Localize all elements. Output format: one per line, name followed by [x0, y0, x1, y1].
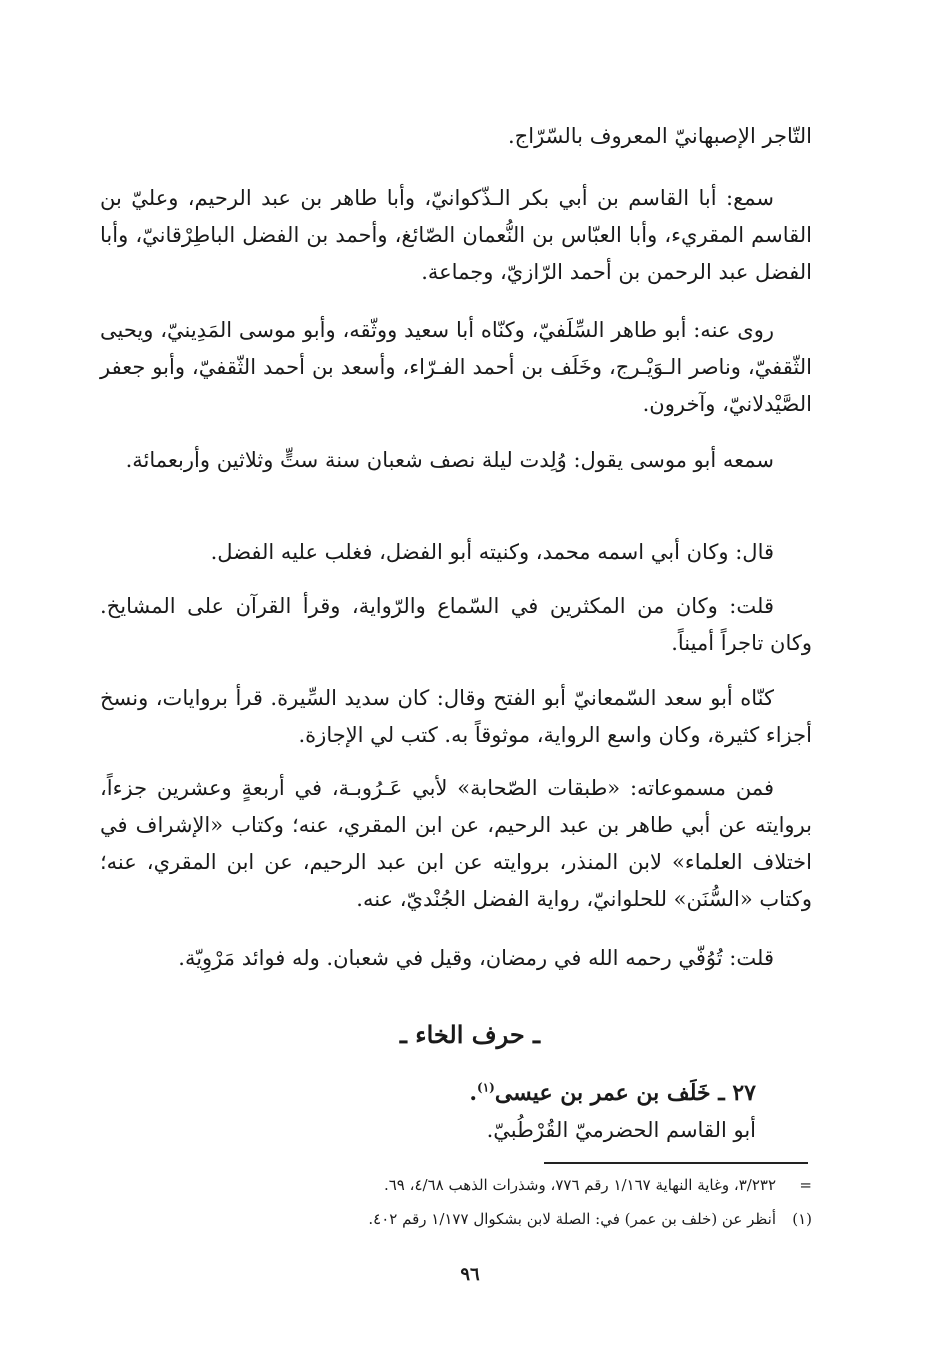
paragraph-3: روى عنه: أبو طاهر السِّلَفيّ، وكنّاه أبا سعيد ووثّقه، وأبو موسى المَدِينيّ، ويحيى الثّقفيّ، وناصر الـوَيْـرج، وخَلَف بن أحمد الفـرّاء، وأسعد بن أحمد الثّقفيّ، وأبو جعفر الصَّيْدلانيّ، وآخرون. [100, 318, 812, 416]
paragraph-9: قلت: تُوُفّي رحمه الله في رمضان، وقيل في شعبان. وله فوائد مَرْوِيّة. [178, 946, 774, 970]
entry-title-text: ٢٧ ـ خَلَف بن عمر بن عيسى [494, 1080, 756, 1106]
paragraph-8: فمن مسموعاته: «طبقات الصّحابة» لأبي عَـرُوبـة، في أربعةٍ وعشرين جزءاً، بروايته عن أبي طاهر بن عبد الرحيم، عن ابن المقري، عنه؛ وكتاب «الإشراف في اختلاف العلماء» لابن المنذر، بروايته عن ابن عبد الرحيم، عن ابن المقري، عنه؛ وكتاب «السُّنَن» للحلوانيّ، رواية الفضل الجُنْديّ، عنه. [100, 776, 812, 911]
entry-title-end: . [469, 1080, 478, 1106]
entry-subtitle: أبو القاسم الحضرميّ القُرْطُبيّ. [486, 1118, 756, 1142]
footnote-ref: (١) [477, 1080, 495, 1095]
footnote-marker: = [799, 1176, 812, 1194]
paragraph-6: قلت: وكان من المكثرين في السّماع والرّواية، وقرأ القرآن على المشايخ. وكان تاجراً أميناً. [100, 594, 812, 655]
paragraph-2: سمع: أبا القاسم بن أبي بكر الـذّكوانيّ، وأبا طاهر بن عبد الرحيم، وعليّ بن القاسم المقريء، وأبا العبّاس بن النُّعمان الصّائغ، وأحمد بن الفضل الباطِرْقانيّ، وأبا الفضل عبد الرحمن بن أحمد الرّازيّ، وجماعة. [100, 186, 812, 284]
paragraph-1: التّاجر الإصبهانيّ المعروف بالسّرّاج. [508, 124, 812, 148]
footnote-1 [100, 1174, 812, 1196]
page-number: ٩٦ [460, 1264, 480, 1285]
footnote-rule [544, 1162, 808, 1164]
section-heading: ـ حرف الخاء ـ [399, 1020, 541, 1049]
footnote-text: أنظر عن (خلف بن عمر) في: الصلة لابن بشكوال ١/١٧٧ رقم ٤٠٢. [368, 1210, 776, 1228]
paragraph-4: سمعه أبو موسى يقول: وُلِدت ليلة نصف شعبان سنة ستٍّ وثلاثين وأربعمائة. [125, 448, 774, 472]
paragraph-5: قال: وكان أبي اسمه محمد، وكنيته أبو الفضل، فغلب عليه الفضل. [210, 540, 774, 564]
footnote-2 [100, 1208, 812, 1230]
footnote-text: ٣/٢٣٢، وغاية النهاية ١/١٦٧ رقم ٧٧٦، وشذرات الذهب ٤/٦٨، ٦٩. [383, 1176, 776, 1194]
paragraph-7: كنّاه أبو سعد السّمعانيّ أبو الفتح وقال: كان سديد السِّيرة. قرأ بروايات، ونسخ أجزاء كثيرة، وكان واسع الرواية، موثوقاً به. كتب لي الإجازة. [100, 686, 812, 747]
footnote-marker: (١) [792, 1210, 812, 1228]
entry-title [100, 1080, 756, 1106]
